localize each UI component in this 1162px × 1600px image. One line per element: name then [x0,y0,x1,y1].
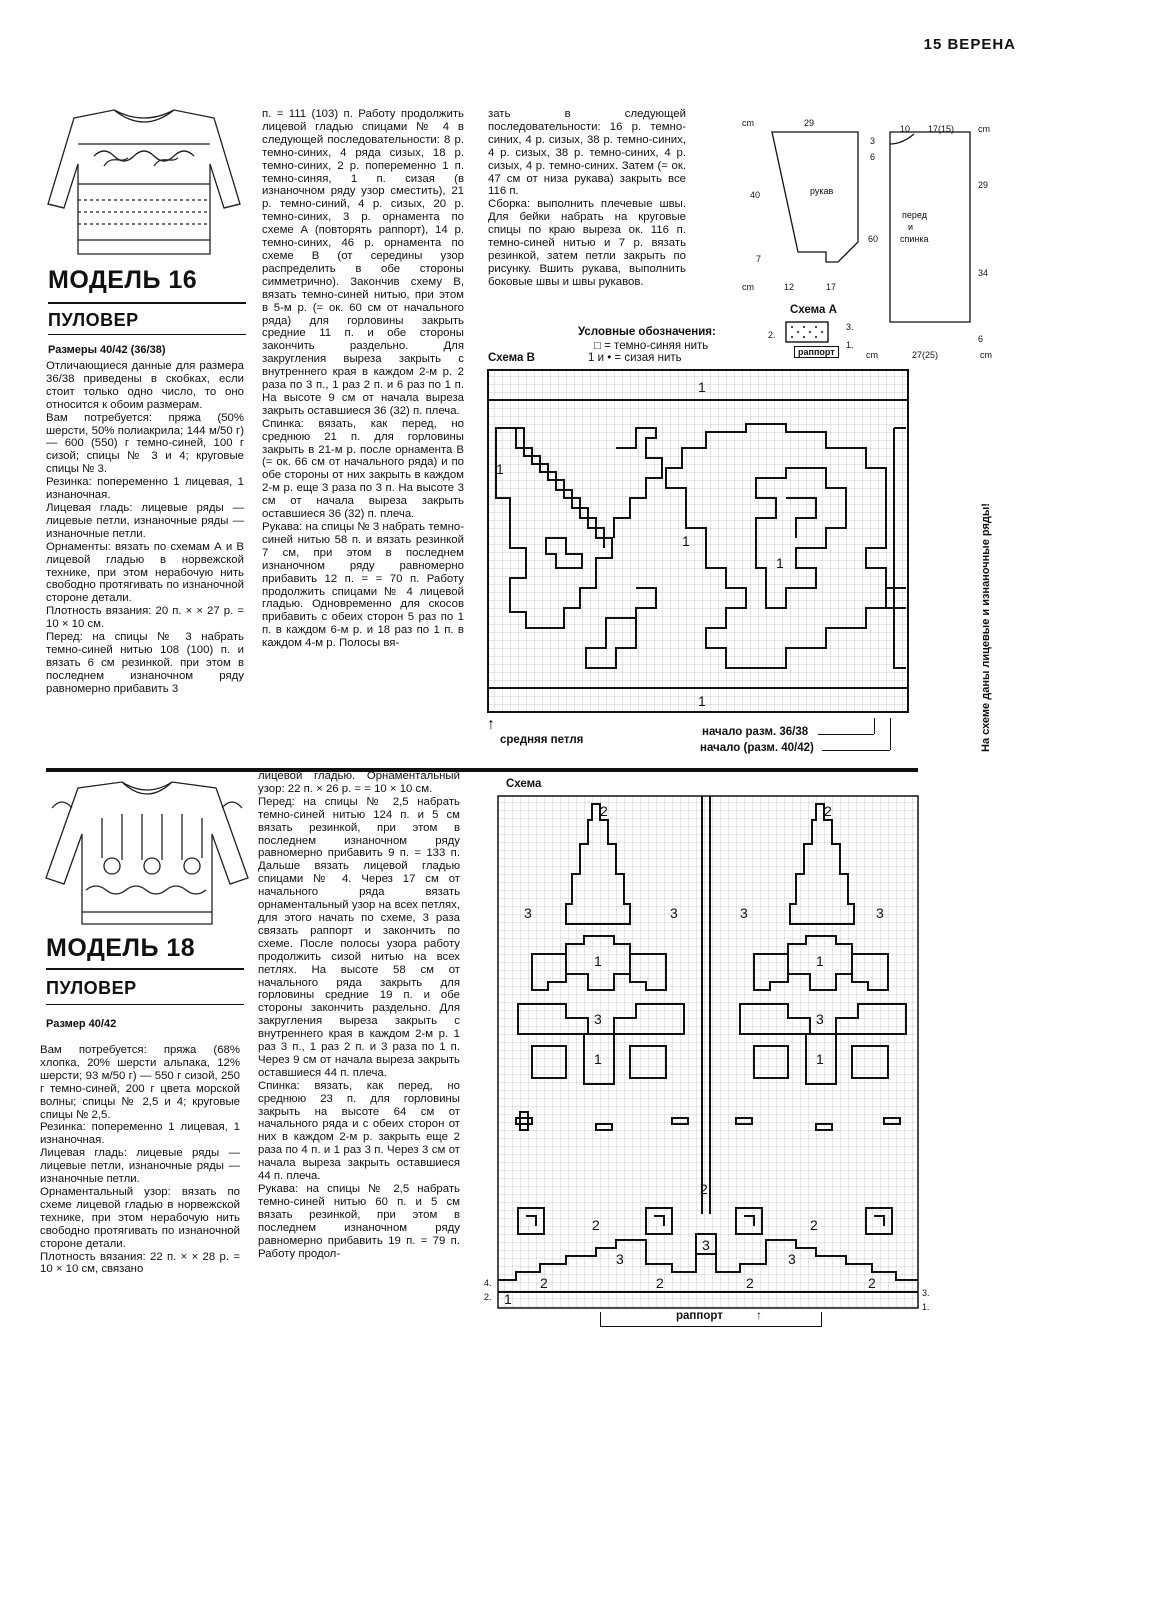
divider [48,302,246,304]
divider [46,968,244,970]
paragraph: Плотность вязания: 20 п. × × 27 р. = 10 × 10 см. [46,605,244,631]
dim-label: cm [866,350,878,360]
dim-label: cm [742,118,754,128]
pattern-number: 1 [816,953,824,969]
paragraph: Перед: на спицы № 3 набрать темно-синей нитью 108 (100) п. и вязать 6 см резинкой. при этом в последнем изнаночном ряду равномерно прибавить 3 [46,631,244,695]
text-column [262,108,464,650]
divider [48,334,246,335]
dim-label: 3 [870,136,876,146]
paragraph: Спинка: вязать, как перед, но среднюю 21 п. для горловины закрыть в 21-м р. после орнамента В (= ок. 66 см от начального ряда) и по обе стороны от них закрыть в каждом 2-м р. еще 3 раза по 3 п. На высоте 3 см от начала выреза закрыть оставшиеся 36 (32) п. плеча. [262,417,464,521]
pattern-number: 3 [816,1011,824,1027]
pattern-number: 3 [670,905,678,921]
paragraph: Отличающиеся данные для размера 36/38 приведены в скобках, если стоит только одно число, то оно относится к обоим размерам. [46,360,244,411]
side-note: На схеме даны лицевые и изнаночные ряды! [980,503,992,752]
model-18-title: МОДЕЛЬ 18 [46,934,196,962]
dim-label: 34 [978,268,989,278]
paragraph: Плотность вязания: 22 п. × × 28 р. = 10 × 10 см, связано [40,1250,240,1276]
paragraph: Спинка: вязать, как перед, но среднюю 23 п. для горловины закрыть на высоте 64 см от начального ряда и с обеих сторон от них в каждом 2-м р. закрыть еще 2 раза по 4 п. и 1 раз 3 п. Через 3 см от начала выреза закрыть оставшиеся 44 п. плеча. [258,1079,460,1183]
paragraph: Вам потребуется: пряжа (50% шерсти, 50% полиакрила; 144 м/50 г) — 600 (550) г темно-синей, 100 г сизой; спицы № 3 и 4; круговые спицы № 3. [46,411,244,476]
pattern-number: 1 [682,533,690,549]
sweater-illustration-18 [42,778,252,930]
body-label: спинка [900,234,929,244]
row-number: 3. [846,322,854,332]
section-divider [46,768,918,772]
paragraph: Сборка: выполнить плечевые швы. Для бейки набрать на круговые спицы по краю выреза ок. 116 п. темно-синей нитью и 7 р. вязать резинкой, затем петли закрыть по рисунку. Вшить рукава, выполнить боковые швы и швы рукавов. [488,198,686,288]
paragraph: Резинка: попеременно 1 лицевая, 1 изнаночная. [46,476,244,502]
pattern-number: 1 [776,555,784,571]
pattern-number: 1 [698,379,706,395]
pattern-number: 2 [810,1217,818,1233]
bracket-line [818,734,874,735]
text-column [46,360,244,696]
body-label: перед [902,210,927,220]
legend-title: Условные обозначения: [578,326,716,338]
pattern-number: 1 [504,1291,512,1307]
dim-label: cm [742,282,754,292]
model-18-subtitle: ПУЛОВЕР [46,978,137,998]
paragraph: п. = 111 (103) п. Работу продолжить лицевой гладью спицами № 4 в следующей последовательности: 8 р. темно-синих, 4 ряда сизых, 18 р. темно-синих, 2 р. попеременно 1 п. темно-синяя, 1 п. сизая (в изнаночном ряду узор сместить), 21 р. темно-синий, 4 р. сизых, 20 р. темно-синих, 3 р. орнамента по схеме А (повторять раппорт), 14 р. темно-синих, 46 р. орнамента по схеме В (от середины узор распределить в обе стороны симметрично). Закончив схему В, вязать темно-синей нитью, при этом в 5-м р. (= ок. 60 см от начального ряда) для горловины закрыть средние 11 п. и обе стороны закончить раздельно. Для закругления выреза закрыть с внутреннего края в каждом 2-м р. 2 раза по 3 п., 1 раз 2 п. и 6 раз по 1 п. На высоте 9 см от начала выреза закрыть оставшиеся 36 (32) п. плеча. [262,108,464,417]
pattern-number: 2 [824,803,832,819]
pattern-number: 1 [594,953,602,969]
paragraph: Перед: на спицы № 2,5 набрать темно-синей нитью 124 п. и 5 см вязать резинкой, при этом в последнем изнаночном ряду равномерно прибавить 9 п. = 133 п. Дальше вязать лицевой гладью спицами № 4. Через 17 см от начального ряда вязать орнаментальный узор на всех петлях, для этого начать по схеме, 3 раза связать раппорт и закончить по схеме. После полосы узора работу продолжить сизой нитью на всех петлях. На высоте 58 см от начального ряда закрыть для горловины средние 19 п. и обе стороны закончить раздельно. Для закругления выреза закрыть с внутреннего края в каждом 2-м р. 1 раз 3 п., 1 раз 2 п. и 3 раза по 1 п. Через 9 см от начала выреза закрыть оставшиеся 44 п. плеча. [258,795,460,1079]
pattern-number: 2 [700,1181,708,1197]
paragraph: Лицевая гладь: лицевые ряды — лицевые петли, изнаночные ряды — изнаночные петли. [46,501,244,540]
pattern-number: 1 [698,693,706,709]
paragraph: лицевой гладью. Орнаментальный узор: 22 п. × 26 р. = = 10 × 10 см. [258,770,460,795]
schema-a-title: Схема А [790,304,837,316]
rapport-label: раппорт [794,346,839,358]
row-number: 1. [922,1302,930,1312]
pattern-number: 1 [496,461,504,477]
dim-label: 29 [804,118,815,128]
paragraph: Рукава: на спицы № 2,5 набрать темно-синей нитью 60 п. и 5 см вязать резинкой, при этом в последнем изнаночном ряду равномерно прибавить 19 п. = 79 п. Работу продол- [258,1183,460,1260]
pattern-number: 2 [868,1275,876,1291]
pattern-number: 3 [876,905,884,921]
pattern-number: 1 [816,1051,824,1067]
dim-label: 29 [978,180,989,190]
pattern-number: 2 [592,1217,600,1233]
schema-b-title: Схема В [488,352,535,364]
legend-item: □ = темно-синяя нить [594,340,709,352]
dim-label: 12 [784,282,795,292]
size-label: Размер 40/42 [46,1018,117,1030]
model-16-subtitle: ПУЛОВЕР [48,310,139,330]
model-16-title: МОДЕЛЬ 16 [48,266,198,294]
paragraph: Орнаментальный узор: вязать по схеме лицевой гладью в норвежской технике, при этом нерабочую нить свободно протягивать по изнаночной стороне детали. [40,1185,240,1250]
middle-stitch-label: средняя петля [500,734,584,746]
divider [46,1004,244,1005]
dim-label: 10 [900,124,911,134]
pattern-number: 2 [540,1275,548,1291]
paragraph: Резинка: попеременно 1 лицевая, 1 изнаночная. [40,1121,240,1147]
pattern-number: 3 [524,905,532,921]
paragraph: Вам потребуется: пряжа (68% хлопка, 20% шерсти альпака, 12% шерсти; 93 м/50 г) — 550 г сизой, 250 г темно-синей, 200 г цвета морской волны; спицы № 2,5 и 4; круговые спицы № 2,5. [40,1044,240,1121]
pattern-number: 3 [702,1237,710,1253]
text-column [488,108,686,289]
text-column [258,770,460,1260]
paragraph: зать в следующей последовательности: 16 р. темно-синих, 4 р. сизых, 38 р. темно-синих, 4 р. сизых, 38 р. темно-синих, 4 р. сизых, 4 р. темно-синих. Затем (= ок. 47 см от низа рукава) закрыть все 116 п. [488,108,686,198]
sleeve-label: рукав [810,186,834,196]
pattern-number: 3 [616,1251,624,1267]
sizes-label: Размеры 40/42 (36/38) [48,344,166,356]
body-label: и [908,222,914,232]
paragraph: Лицевая гладь: лицевые ряды — лицевые петли, изнаночные ряды — изнаночные петли. [40,1147,240,1186]
pattern-number: 1 [594,1051,602,1067]
arrow-up-icon: ↑ [756,1308,762,1322]
dim-label: 27(25) [912,350,939,360]
schema-18-chart [496,794,920,1310]
dim-label: 6 [978,334,984,344]
dim-label: 17 [826,282,837,292]
row-number: 1. [846,340,854,350]
pattern-number: 3 [788,1251,796,1267]
dim-label: 17(15) [928,124,955,134]
text-column [40,1044,240,1276]
bracket-line [890,718,891,750]
start-36-label: начало разм. 36/38 [702,726,809,738]
pattern-number: 3 [594,1011,602,1027]
start-40-label: начало (разм. 40/42) [700,742,814,754]
sweater-illustration-16 [44,104,244,264]
row-number: 2. [484,1292,492,1302]
row-number: 3. [922,1288,930,1298]
arrow-up-icon: ↑ [487,716,495,733]
page-header: 15 ВЕРЕНА [923,36,1016,53]
rapport-label: раппорт [672,1310,727,1322]
pattern-number: 2 [746,1275,754,1291]
dim-label: 40 [750,190,761,200]
dim-label: cm [980,350,992,360]
paragraph: Рукава: на спицы № 3 набрать темно-синей нитью 58 п. и вязать резинкой 7 см, при этом в последнем изнаночном ряду равномерно прибавить 12 п. = = 70 п. Работу продолжить спицами № 4 лицевой гладью. Одновременно для скосов прибавить с обеих сторон 5 раз по 1 п. в каждом 6-м р. и 18 раз по 1 п. в каждом 4-м р. Полосы вя- [262,521,464,650]
paragraph: Орнаменты: вязать по схемам А и В лицевой гладью в норвежской технике, при этом нерабочую нить свободно протягивать по изнаночной стороне детали. [46,540,244,605]
row-number: 2. [768,330,776,340]
pattern-number: 2 [600,803,608,819]
dim-label: 6 [870,152,876,162]
schema-18-title: Схема [506,778,542,790]
pattern-number: 2 [656,1275,664,1291]
dim-label: cm [978,124,990,134]
legend-item: 1 и • = сизая нить [588,352,682,364]
dim-label: 7 [756,254,762,264]
dim-label: 60 [868,234,879,244]
bracket-line [874,718,875,734]
pattern-number: 3 [740,905,748,921]
schema-b-chart [486,368,910,714]
bracket-line [822,750,890,751]
row-number: 4. [484,1278,492,1288]
